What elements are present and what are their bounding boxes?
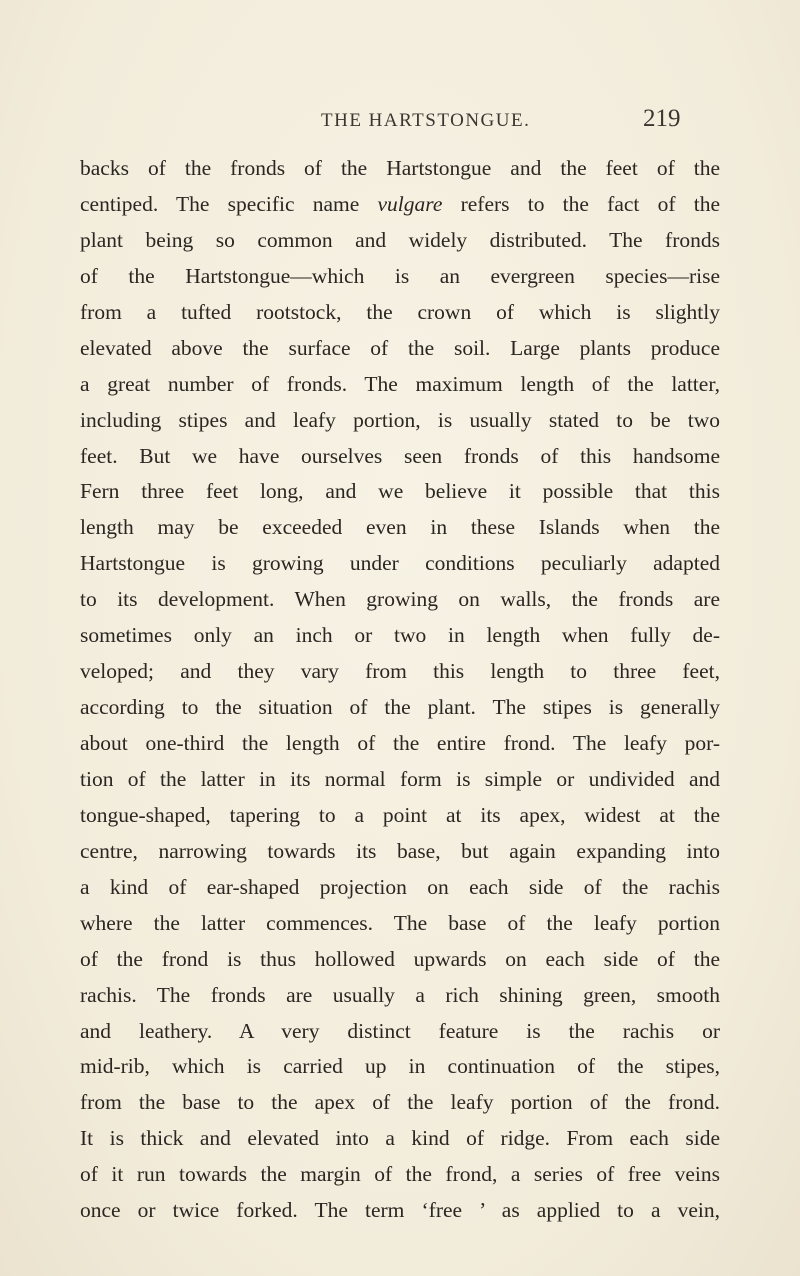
text-line: centre, narrowing towards its base, but again expanding into <box>80 838 720 863</box>
page-number: 219 <box>643 105 681 132</box>
text-line: veloped; and they vary from this length to three feet, <box>80 659 720 684</box>
text-line: tion of the latter in its normal form is simple or undivided and <box>80 766 720 791</box>
text-line: backs of the fronds of the Hartstongue and the feet of the <box>80 156 720 180</box>
species-name: vulgare <box>377 191 443 216</box>
text-line: from a tufted rootstock, the crown of which is slightly <box>80 299 720 324</box>
text-line: once or twice forked. The term ‘free ’ as applied to a vein, <box>80 1198 720 1223</box>
text-line: a great number of fronds. The maximum length of the latter, <box>80 371 720 396</box>
text-line: Fern three feet long, and we believe it possible that this <box>80 479 720 504</box>
running-head <box>0 105 800 140</box>
text-line: sometimes only an inch or two in length when fully de- <box>80 623 720 648</box>
text-line: of it run towards the margin of the frond, a series of free veins <box>80 1162 720 1187</box>
text-line: length may be exceeded even in these Islands when the <box>80 515 720 540</box>
text-line: from the base to the apex of the leafy portion of the frond. <box>80 1090 720 1115</box>
text-line: a kind of ear-shaped projection on each side of the rachis <box>80 874 720 899</box>
text-line: It is thick and elevated into a kind of ridge. From each side <box>80 1126 720 1151</box>
text-line: about one-third the length of the entire frond. The leafy por- <box>80 731 720 755</box>
running-title: THE HARTSTONGUE. <box>321 110 531 131</box>
text-line: mid-rib, which is carried up in continuation of the stipes, <box>80 1054 720 1079</box>
text-line: according to the situation of the plant. The stipes is generally <box>80 695 720 720</box>
body-text <box>80 151 720 1229</box>
text-line: centiped. The specific name vulgare refers to the fact of the <box>80 191 720 216</box>
text-line: Hartstongue is growing under conditions peculiarly adapted <box>80 551 720 576</box>
text-line: tongue-shaped, tapering to a point at its apex, widest at the <box>80 802 720 827</box>
text-line: elevated above the surface of the soil. Large plants produce <box>80 335 720 360</box>
text-line: to its development. When growing on walls, the fronds are <box>80 587 720 612</box>
text-line: of the frond is thus hollowed upwards on each side of the <box>80 946 720 971</box>
text-line: plant being so common and widely distributed. The fronds <box>80 227 720 252</box>
text-line: rachis. The fronds are usually a rich shining green, smooth <box>80 982 720 1007</box>
text-line: where the latter commences. The base of the leafy portion <box>80 910 720 935</box>
text-line: feet. But we have ourselves seen fronds of this handsome <box>80 443 720 468</box>
text-line: including stipes and leafy portion, is usually stated to be two <box>80 407 720 432</box>
text-line: and leathery. A very distinct feature is the rachis or <box>80 1018 720 1043</box>
text-line: of the Hartstongue—which is an evergreen species—rise <box>80 263 720 288</box>
